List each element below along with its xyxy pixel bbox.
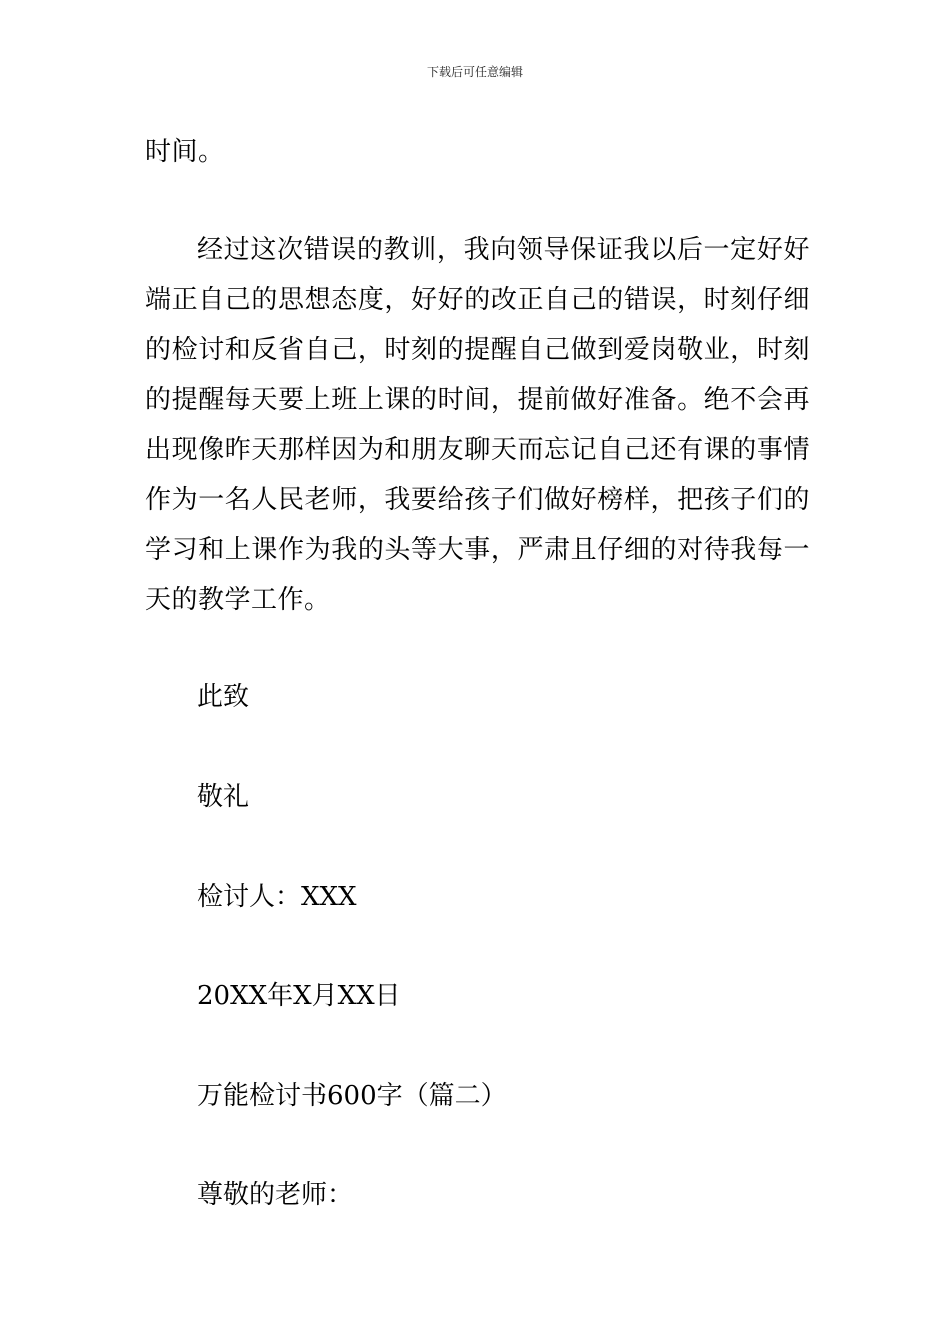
date-line: 20XX年X月XX日 <box>197 981 401 1011</box>
salutation-line: 尊敬的老师： <box>197 1180 354 1210</box>
header-note: 下载后可任意编辑 <box>426 65 523 79</box>
signer-line: 检讨人：XXX <box>197 882 357 912</box>
closing-jing-li: 敬礼 <box>197 782 250 812</box>
main-paragraph: 经过这次错误的教训，我向领导保证我以后一定好好端正自己的思想态度，好好的改正自己的错误，时刻仔细的检讨和反省自己，时刻的提醒自己做到爱岗敬业，时刻的提醒每天要上班上课的时间，提前做好准备。绝不会再出现像昨天那样因为和朋友聊天而忘记自己还有课的事情作为一名人民老师，我要给孩子们做好榜样，把孩子们的学习和上课作为我的头等大事，严肃且仔细的对待我每一天的教学工作。 <box>145 235 810 615</box>
closing-ci-zhi: 此致 <box>197 682 250 712</box>
continuation-text: 时间。 <box>145 137 225 167</box>
section-title: 万能检讨书600字（篇二） <box>197 1081 507 1111</box>
